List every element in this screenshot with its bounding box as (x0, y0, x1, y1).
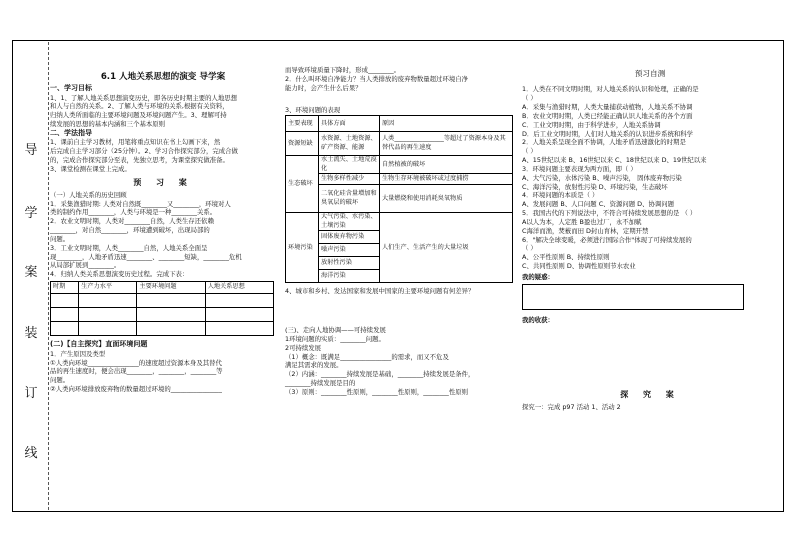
question-line: 1．人类在不同文明时期，对人地关系的认识和处理，正确的是 (522, 85, 699, 94)
text-line: ________持续发展是目的 (285, 379, 356, 388)
table-cell[interactable] (137, 322, 205, 336)
text-line: 类的制约作用________，人类与环境是一种________关系。 (50, 208, 217, 217)
text-line: （2）内涵：________持续发展是基础，________持续发展是条件， (285, 370, 475, 379)
table-header: 人地关系思想 (205, 282, 273, 294)
question-line: C海洋而渔，焚薮而田 D封山育林，定期开禁 (522, 226, 649, 235)
question-line: B．农业文明时期，人类已经能正确认识人地关系的各个方面 (522, 111, 693, 120)
table-header: 时期 (51, 282, 79, 294)
question-line: A以人为本，人定胜 B盈也过厂，永不加赋 (522, 217, 642, 226)
question-line: （ ） (522, 147, 537, 156)
table-row (51, 322, 274, 336)
text-line: 2．什么叫环境自净能力？当人类排放的废弃物数量超过环境自净 (285, 74, 469, 83)
table-cell: 水资源、土地资源、矿产资源、能源 (319, 132, 380, 156)
text-line: 能力时，会产生什么后果？ (285, 83, 362, 92)
table-cell[interactable] (137, 294, 205, 308)
table-cell: 人类________________等超过了资源本身及其替代品的再生速度 (380, 132, 513, 156)
question-line: C、海洋污染，放射性污染 D、环境污染，生态破坏 (522, 182, 668, 191)
middle-column (285, 66, 515, 397)
question-line: 6．"解决全球变暖，必须进行国际合作"体现了可持续发展的 (522, 235, 692, 244)
table-row (286, 132, 513, 156)
table-cell[interactable] (79, 308, 137, 322)
binding-char: 学 (24, 206, 38, 221)
binding-char: 案 (24, 265, 38, 280)
section-heading: (二)【自主探究】直面环境问题 (50, 340, 148, 349)
text-line: 4．归纳人类关系思想演变历史过程。完成下表： (50, 270, 189, 279)
text-line: （3）原则：________性原则，________性原则，________性原则 (285, 387, 469, 396)
table-header: 具体方面 (319, 116, 380, 132)
question-line: A、15世纪以来 B、16世纪以来 C、18世纪以来 D、19世纪以来 (522, 156, 707, 165)
text-line: 而导致环境质量下降时，形成________。 (285, 66, 401, 74)
binding-char: 订 (24, 386, 38, 401)
text-line: 2．农业文明时期，人类对________自然，人类生存还依赖 (50, 217, 214, 226)
table-cell: 自然植被的破坏 (380, 156, 513, 174)
question-line: A．采集与渔猎时期，人类大量捕获动植物，人地关系不协调 (522, 103, 693, 112)
binding-char: 线 (24, 446, 38, 461)
table-header: 原因 (380, 116, 513, 132)
question-line: 2．人地关系呈现全面不协调，人地矛盾迅速激化的时期是 (522, 138, 686, 147)
table-cell: 环境污染 (286, 213, 319, 283)
table-row (286, 213, 513, 231)
text-line: ①人类向环境________________的速度超过资源本身及其替代 (50, 358, 222, 367)
question-line: A、大气污染，水体污染 B、噪声污染， 固体废弃物污染 (522, 173, 682, 182)
guide-line: 1、课前自主学习教材，用笔将重点知识在书上勾画下来，然 (50, 138, 221, 147)
binding-margin (14, 42, 48, 510)
table-cell: 固体废弃物污染 (319, 231, 380, 244)
page-title: 6.1 人地关系思想的演变 导学案 (100, 72, 226, 82)
question-line: 4．环境问题的本质是（ ） (522, 191, 599, 200)
table-row (286, 174, 513, 185)
question-line: A、发展问题 B、人口问题 C、资源问题 D、协调问题 (522, 200, 675, 209)
binding-char: 导 (24, 143, 38, 158)
guide-heading: 二、学法指导 (50, 128, 92, 137)
doubt-box[interactable] (522, 284, 744, 310)
guide-line: 3、课堂检测在课堂上完成。 (50, 164, 131, 173)
question-line: 3．环境问题主要表现为两方面，即（ ） (522, 164, 637, 173)
right-column (522, 66, 778, 411)
question-line: C、共同性原则 D、协调性原则节水农业 (522, 262, 636, 271)
question-4: 4、城市和乡村、发达国家和发展中国家的主要环境问题有何差异？ (285, 287, 475, 296)
self-test-heading: 预习自测 (634, 69, 666, 78)
table-cell: 人们生产、生活产生的大量垃圾 (380, 213, 513, 283)
table-cell: 噪声污染 (319, 244, 380, 257)
binding-char: 装 (24, 326, 38, 341)
table-cell[interactable] (137, 308, 205, 322)
question-line: （ ） (522, 244, 537, 253)
table-row (286, 156, 513, 174)
text-line: 1环境问题的实质：________问题。 (285, 334, 385, 343)
table-cell: 海洋污染 (319, 270, 380, 283)
text-line: ②人类向环境排放废弃物的数量超过环境的________________ (50, 385, 222, 394)
history-table (50, 281, 274, 336)
table-cell[interactable] (205, 322, 273, 336)
section-heading: (三)、走向人地协调——可持续发展 (285, 326, 386, 335)
text-line: 问题。 (50, 376, 70, 385)
environment-table (285, 115, 513, 283)
table-row (51, 308, 274, 322)
table-header: 主要表现 (286, 116, 319, 132)
question-line: A、公平性原则 B、持续性原则 (522, 253, 610, 262)
question-line: C．工业文明时期，由于科学进步，人地关系协调 (522, 120, 661, 129)
text-line: 满足其需求的发展。 (285, 361, 343, 370)
goal-heading: 一、学习目标 (50, 83, 92, 92)
preview-heading: 预 习 案 (133, 177, 193, 187)
table-cell: 水土流失、土地荒漠化 (319, 156, 380, 174)
explore-line: 探究一：完成 p97 活动 1、活动 2 (522, 402, 621, 411)
text-line: 3．工业文明时期，人类________自然，人地关系全面呈 (50, 243, 208, 252)
text-line: 1．产生原因及类型 (50, 349, 106, 358)
table-cell[interactable] (51, 322, 79, 336)
doubt-label: 我的疑惑： (522, 272, 554, 281)
cut-line (48, 42, 49, 510)
goal-line: 1、1、了解人地关系思想演变历史，即各历史时期主要的人地思想 (50, 93, 238, 102)
text-line: 现________，人地矛盾迅速________、________短缺，________危机 (50, 252, 242, 261)
question-line: 5．我国古代的下列说法中，不符合可持续发展思想的是 （ ） (522, 209, 697, 218)
text-line: 1．采集渔猎时期: 人类对自然既________又________，环境对人 (50, 199, 231, 208)
table-cell: 二氧化硅含量增加和臭氧层的破坏 (319, 185, 380, 213)
text-line: 2可持续发展 (285, 343, 322, 352)
table-header: 生产力水平 (79, 282, 137, 294)
goal-line: 续发展的思想的基本内涵和三个基本原则 (50, 120, 166, 128)
table-cell: 生物生存环境被破坏或过度捕捞 (380, 174, 513, 185)
text-line: （1）概念：既满足________________的需求，而又不危及 (285, 352, 449, 361)
explore-heading: 探 究 案 (620, 389, 680, 399)
text-line: 品的再生速度时，便会出现________，________，________等 (50, 367, 223, 376)
goal-line: 和人与自然的关系。2、了解人类与环境的关系,根据有关资料， (50, 102, 229, 111)
table-cell: 生态破坏 (286, 156, 319, 213)
text-line: 从局部扩展到________。 (50, 261, 121, 270)
table-cell[interactable] (51, 294, 79, 308)
gain-label: 我的收获： (522, 315, 554, 324)
table-cell: 放射性污染 (319, 257, 380, 270)
section-heading: 3、环境问题的表现 (285, 106, 341, 115)
guide-line: 的，完成合作探究部分至表，先独立思考，为课堂探究做准备。 (50, 156, 229, 165)
table-cell[interactable] (51, 308, 79, 322)
question-line: D．后工业文明时期，人们对人地关系的认识进步系统和科学 (522, 129, 694, 138)
guide-line: 后完成自主学习部分（25分钟）。2、学习合作探究部分，完成合做 (50, 147, 238, 156)
table-cell[interactable] (205, 308, 273, 322)
text-line: ________，对自然________，环境遭到破坏，出现局部的 (50, 226, 210, 235)
table-cell[interactable] (79, 294, 137, 308)
table-cell: 大气污染、水污染、土壤污染 (319, 213, 380, 231)
table-cell[interactable] (79, 322, 137, 336)
left-column (50, 66, 276, 394)
table-cell: 资源短缺 (286, 132, 319, 156)
table-row (51, 294, 274, 308)
goal-line: 归纳人类所面临的主要环境问题及环境问题产生。3、理解可持 (50, 111, 227, 120)
section-heading: （一）人地关系的历史回顾 (50, 190, 127, 199)
table-header: 主要环境问题 (137, 282, 205, 294)
text-line: 问题。 (50, 234, 70, 243)
table-row (286, 185, 513, 213)
table-cell: 生物多样性减少 (319, 174, 380, 185)
question-line: （ ） (522, 94, 537, 103)
table-cell[interactable] (205, 294, 273, 308)
table-cell: 大量燃烧和使用消耗臭氧物质 (380, 185, 513, 213)
